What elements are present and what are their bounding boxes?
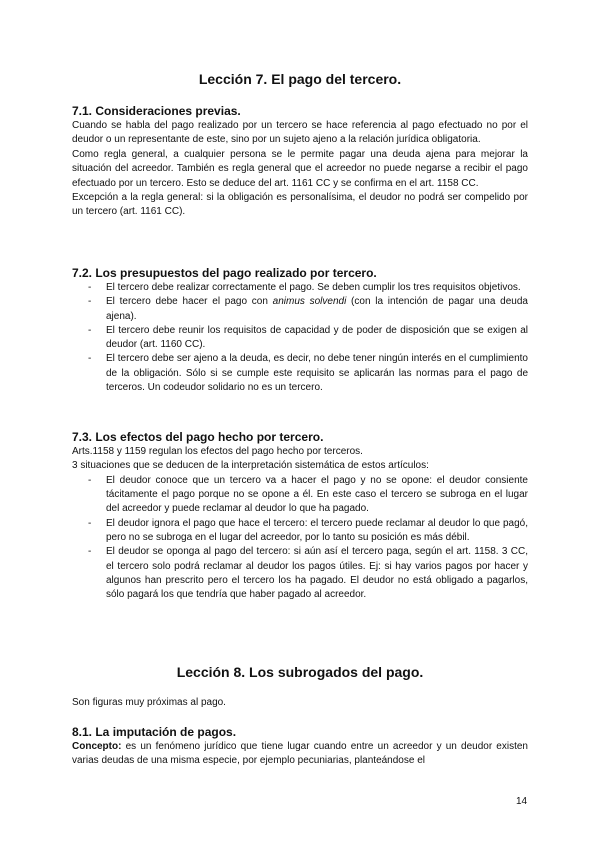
section-7-1 — [72, 104, 528, 220]
lesson-7-title: Lección 7. El pago del tercero. — [198, 71, 402, 87]
section-7-2-heading: 7.2. Los presupuestos del pago realizado por tercero. — [72, 266, 377, 280]
list-item: - El tercero debe realizar correctamente el pago. Se deben cumplir los tres requisitos objetivos. — [72, 281, 528, 295]
list-item: - El tercero debe ser ajeno a la deuda, es decir, no debe tener ningún interés en el cumplimiento de la obligación. Sólo si se cumple este requisito se aplicarán las normas para el pago de terceros. Un codeudor solidario no es un tercero. — [88, 353, 528, 394]
section-7-1-paragraph-1: Cuando se habla del pago realizado por un tercero se hace referencia al pago efectuado no por el deudor o un representante de este, sino por un sujeto ajeno a la relación jurídica obligatoria. — [72, 120, 528, 146]
section-7-2 — [72, 266, 528, 395]
section-7-1-paragraph-3: Excepción a la regla general: si la obligación es personalísima, el deudor no podrá ser compelido por un tercero (art. 1161 CC). — [72, 192, 528, 218]
latin-term: animus solvendi — [272, 296, 347, 308]
section-8-1-paragraph: Concepto: es un fenómeno jurídico que tiene lugar cuando entre un acreedor y un deudor existen varias deudas de una misma especie, por ejemplo pecuniarias, planteándose el — [72, 741, 528, 767]
dash-marker: - — [88, 546, 92, 558]
dash-marker: - — [88, 353, 92, 365]
section-8-1 — [72, 725, 528, 769]
list-item: - El deudor conoce que un tercero va a hacer el pago y no se opone: el deudor consiente tácitamente el pago porque no se opone a él. En este caso el tercero se subroga en el lugar del acreedor y puede reclamar al deudor lo que ha pagado. — [88, 474, 528, 515]
section-7-3-list — [72, 474, 528, 603]
lesson-8-title: Lección 8. Los subrogados del pago. — [176, 664, 424, 680]
concept-label: Concepto: — [72, 741, 122, 752]
dash-marker: - — [88, 517, 92, 529]
section-7-3-paragraph-2: 3 situaciones que se deducen de la interpretación sistemática de estos artículos: — [72, 460, 429, 472]
dash-marker: - — [88, 296, 92, 308]
section-8-1-heading: 8.1. La imputación de pagos. — [72, 725, 237, 739]
dash-marker: - — [88, 474, 92, 486]
section-7-3-paragraph-1: Arts.1158 y 1159 regulan los efectos del pago hecho por terceros. — [72, 446, 363, 457]
section-7-2-list — [72, 281, 528, 395]
dash-marker: - — [88, 324, 92, 336]
section-7-1-heading: 7.1. Consideraciones previas. — [72, 104, 241, 118]
list-item: - El deudor se oponga al pago del tercero: si aún así el tercero paga, según el art. 1158. 3 CC, el tercero solo podrá reclamar al deudor los pagos útiles. Ej: si hay varios pagos por hacer y algunos han prescrito pero el tercero los ha pagado. El deudor no está obligado a pagarlos, sólo pagará los que tendría que haber pagado al acreedor. — [88, 546, 528, 601]
list-item: - El tercero debe reunir los requisitos de capacidad y de poder de disposición que se exigen al deudor (art. 1160 CC). — [88, 324, 528, 351]
section-7-1-paragraph-2: Como regla general, a cualquier persona se le permite pagar una deuda ajena para mejorar la situación del acreedor. También es regla general que el acreedor no puede negarse a recibir el pago efectuado por un tercero. Esto se deduce del art. 1161 CC y se confirma en el art. 1158 CC. — [72, 148, 528, 189]
list-item: - El deudor ignora el pago que hace el tercero: el tercero puede reclamar al deudor lo que pagó, pero no se subroga en el lugar del acreedor, por lo tanto su posición es más débil. — [88, 517, 528, 543]
lesson-8-intro: Son figuras muy próximas al pago. — [72, 697, 226, 708]
list-item: - El tercero debe hacer el pago con animus solvendi (con la intención de pagar una deuda ajena). — [88, 296, 528, 322]
dash-marker: - — [88, 282, 92, 293]
section-7-3-heading: 7.3. Los efectos del pago hecho por tercero. — [72, 430, 324, 444]
page-number: 14 — [516, 796, 528, 807]
section-7-3 — [72, 430, 528, 602]
